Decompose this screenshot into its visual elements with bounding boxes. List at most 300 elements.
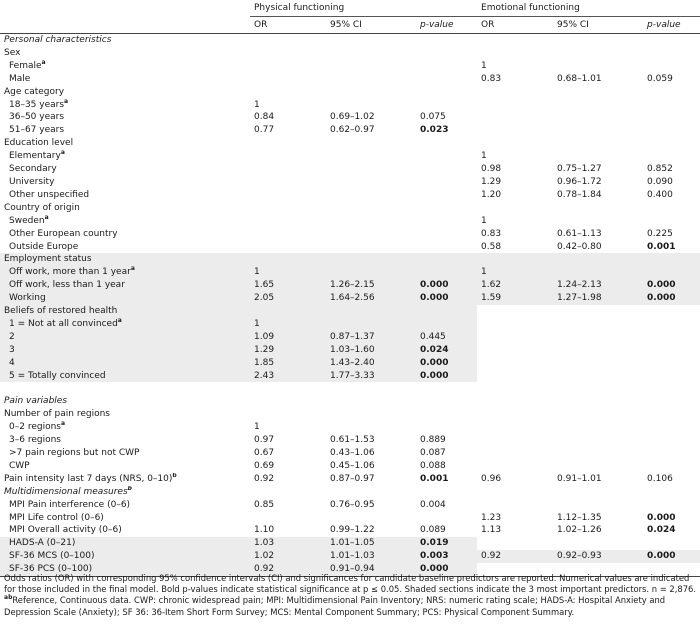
emotional-or-cell: 1.29: [481, 176, 502, 187]
emotional-ci-cell: [553, 331, 643, 344]
emotional-ci-cell: [553, 86, 643, 99]
footnote-sup-b: b: [8, 594, 13, 602]
physical-ci-cell: [326, 266, 416, 279]
emotional-pvalue-cell: 0.000: [643, 292, 700, 305]
emotional-pvalue-cell: [643, 99, 700, 112]
physical-pvalue-cell: [416, 253, 477, 266]
emotional-ci-cell: 0.42–0.80: [557, 241, 602, 252]
row-label: SF-36 PCS (0–100): [0, 563, 250, 576]
physical-or-cell: [250, 34, 326, 47]
row-label: MPI Life control (0–6): [9, 512, 104, 523]
emotional-ci-cell: [553, 486, 643, 499]
emotional-or-cell: 1.59: [477, 292, 553, 305]
physical-pvalue-cell: 0.087: [420, 447, 446, 458]
category-row: [0, 473, 700, 486]
physical-pvalue-cell: [416, 266, 477, 279]
emotional-or-cell: [477, 111, 553, 124]
physical-or-cell: [250, 512, 326, 525]
emotional-ci-cell: [553, 124, 643, 137]
physical-or-cell: [250, 253, 326, 266]
physical-pvalue-cell: [416, 86, 477, 99]
emotional-or-cell: [477, 137, 553, 150]
physical-ci-cell: 1.03–1.60: [326, 344, 416, 357]
emotional-or-cell: 0.92: [477, 550, 553, 563]
physical-ci-cell: [326, 382, 416, 395]
emotional-or-cell: [477, 202, 553, 215]
footnote-line-2-text: Reference, Continuous data. CWP: chronic widespread pain; MPI: Multidimensional Pain Inventory; NRS: numeric rating scale; HADS-A: Hospital Anxiety and Depression Scale (Anxiety); SF 36: 36-Item Short Form Survey; MCS: Mental Component Summary; PCS: Physical Component Summary.: [4, 595, 666, 617]
emotional-ci-cell: 0.92–0.93: [553, 550, 643, 563]
row-label: MPI Pain interference (0–6): [9, 499, 131, 510]
table-row: [0, 189, 700, 202]
physical-pvalue-cell: [416, 305, 477, 318]
row-label: Off work, less than 1 year: [0, 279, 250, 292]
emotional-ci-cell: [553, 99, 643, 112]
group-header-row: [0, 0, 700, 17]
physical-or-cell: 1.29: [250, 344, 326, 357]
footnote-marker: a: [60, 421, 66, 428]
row-label: University: [9, 176, 55, 187]
emotional-or-cell: [477, 370, 553, 383]
physical-ci-cell: 0.87–1.37: [326, 331, 416, 344]
table-row: [0, 318, 700, 331]
row-label: Employment status: [0, 253, 250, 266]
table-row: [0, 370, 700, 383]
table-footnote: [4, 573, 698, 618]
physical-ci-cell: 0.76–0.95: [330, 499, 375, 510]
emotional-or-cell: 1.23: [481, 512, 502, 523]
physical-pvalue-cell: [416, 408, 477, 421]
physical-pvalue-cell: [416, 47, 477, 60]
emotional-ci-cell: [553, 111, 643, 124]
emotional-pvalue-cell: [643, 331, 700, 344]
emotional-ci-cell: [553, 447, 643, 460]
emotional-ci-cell: [553, 395, 643, 408]
row-label: Education level: [4, 138, 74, 149]
col-pvalue-emotional: p-value: [643, 17, 700, 34]
physical-pvalue-cell: 0.003: [416, 550, 477, 563]
physical-or-cell: [250, 395, 326, 408]
physical-or-cell: 1: [254, 99, 260, 110]
row-label: Other unspecified: [9, 189, 90, 200]
row-label: Working: [0, 292, 250, 305]
table-row: [0, 550, 700, 563]
emotional-ci-cell: 1.02–1.26: [557, 525, 602, 536]
emotional-ci-cell: [553, 537, 643, 550]
emotional-ci-cell: 0.75–1.27: [557, 164, 602, 175]
physical-ci-cell: [326, 34, 416, 47]
row-label: 3–6 regions: [9, 435, 61, 446]
emotional-pvalue-cell: 0.000: [647, 512, 676, 523]
physical-or-cell: [250, 408, 326, 421]
emotional-or-cell: 1.13: [481, 525, 502, 536]
emotional-pvalue-cell: [643, 460, 700, 473]
emotional-pvalue-cell: 0.000: [643, 550, 700, 563]
physical-ci-cell: [326, 305, 416, 318]
footnote-line-2: [4, 595, 698, 617]
emotional-pvalue-cell: [643, 124, 700, 137]
physical-pvalue-cell: [416, 395, 477, 408]
physical-pvalue-cell: 0.000: [416, 370, 477, 383]
emotional-ci-cell: 0.78–1.84: [557, 189, 602, 200]
emotional-or-cell: [477, 344, 553, 357]
emotional-or-cell: [477, 47, 553, 60]
emotional-or-cell: 0.83: [481, 228, 502, 239]
emotional-ci-cell: [553, 266, 643, 279]
emotional-ci-cell: [553, 60, 643, 73]
physical-or-cell: 1: [250, 318, 326, 331]
physical-ci-cell: [326, 241, 416, 254]
table-row: [0, 241, 700, 254]
emotional-pvalue-cell: 0.000: [643, 279, 700, 292]
row-label: 36–50 years: [9, 112, 65, 123]
emotional-or-cell: [477, 460, 553, 473]
physical-pvalue-cell: [416, 512, 477, 525]
footnote-marker: a: [41, 59, 46, 66]
physical-ci-cell: [326, 176, 416, 189]
emotional-pvalue-cell: 0.024: [647, 525, 676, 536]
emotional-or-cell: 1.20: [481, 189, 502, 200]
physical-pvalue-cell: 0.001: [420, 473, 449, 484]
emotional-or-cell: 0.58: [481, 241, 502, 252]
emotional-pvalue-cell: [643, 266, 700, 279]
emotional-ci-cell: [553, 150, 643, 163]
row-label: SF-36 MCS (0–100): [0, 550, 250, 563]
col-ci-emotional: 95% CI: [553, 17, 643, 34]
physical-or-cell: 2.05: [250, 292, 326, 305]
physical-ci-cell: [326, 86, 416, 99]
row-label: 1 = Not at all convinced$^a$: [0, 318, 250, 331]
footnote-line-1: Odds ratios (OR) with corresponding 95% confidence intervals (CI) and significances for candidate baseline predictors are reported. Numerical values are indicated for those included in the final model. Bold p-values indicate statistical significance at p ≤ 0.05. Shaded sections indicate the 3 most important predictors. n = 2,876.: [4, 573, 697, 595]
physical-pvalue-cell: 0.075: [420, 112, 446, 123]
physical-or-cell: 0.77: [254, 125, 275, 136]
emotional-or-cell: [477, 99, 553, 112]
emotional-or-cell: 0.98: [481, 164, 502, 175]
table-row: [0, 537, 700, 550]
emotional-pvalue-cell: [643, 382, 700, 395]
emotional-pvalue-cell: [643, 421, 700, 434]
footnote-marker: a: [130, 266, 135, 273]
emotional-pvalue-cell: 0.400: [647, 189, 673, 200]
physical-or-cell: 1.03: [250, 537, 326, 550]
physical-ci-cell: [326, 47, 416, 60]
table-row: [0, 447, 700, 460]
physical-or-cell: 1.02: [250, 550, 326, 563]
row-label: Country of origin: [4, 202, 80, 213]
emotional-ci-cell: 1.24–2.13: [553, 279, 643, 292]
physical-ci-cell: [326, 512, 416, 525]
row-label: Off work, more than 1 year$^a$: [0, 266, 250, 279]
physical-pvalue-cell: 0.000: [416, 279, 477, 292]
emotional-or-cell: [477, 253, 553, 266]
row-label: CWP: [9, 460, 30, 471]
physical-ci-cell: 0.45–1.06: [330, 460, 375, 471]
row-label: Beliefs of restored health: [0, 305, 250, 318]
physical-functioning-header: Physical functioning: [250, 0, 477, 17]
emotional-pvalue-cell: [643, 447, 700, 460]
table-row: [0, 279, 700, 292]
col-ci-physical: 95% CI: [326, 17, 416, 34]
physical-pvalue-cell: [416, 60, 477, 73]
row-label: Sweden$^a$: [9, 214, 49, 226]
physical-ci-cell: [326, 99, 416, 112]
row-label: 18–35 years$^a$: [9, 98, 69, 110]
table-row: [0, 60, 700, 73]
emotional-or-cell: [477, 395, 553, 408]
emotional-or-cell: [477, 486, 553, 499]
footnote-marker: a: [64, 98, 69, 105]
physical-pvalue-cell: [416, 137, 477, 150]
physical-pvalue-cell: [416, 73, 477, 86]
physical-ci-cell: [326, 421, 416, 434]
row-label: 3: [0, 344, 250, 357]
table-row: [0, 499, 700, 512]
physical-pvalue-cell: 0.000: [416, 292, 477, 305]
row-label: Male: [9, 73, 31, 84]
emotional-or-cell: [477, 34, 553, 47]
emotional-or-cell: [477, 421, 553, 434]
physical-pvalue-cell: 0.023: [420, 125, 449, 136]
physical-ci-cell: 1.77–3.33: [326, 370, 416, 383]
category-row: [0, 253, 700, 266]
row-label: Number of pain regions: [4, 409, 110, 420]
physical-or-cell: [250, 241, 326, 254]
physical-pvalue-cell: [416, 34, 477, 47]
emotional-or-cell: 1: [481, 151, 487, 162]
col-pvalue-physical: p-value: [416, 17, 477, 34]
physical-or-cell: 0.67: [254, 447, 275, 458]
emotional-ci-cell: [553, 215, 643, 228]
row-label: Secondary: [9, 164, 57, 175]
footnote-marker: a: [60, 150, 65, 157]
emotional-ci-cell: 0.96–1.72: [557, 176, 602, 187]
emotional-ci-cell: [553, 499, 643, 512]
emotional-ci-cell: 0.61–1.13: [557, 228, 602, 239]
physical-or-cell: [250, 228, 326, 241]
table-row: [0, 163, 700, 176]
physical-pvalue-cell: [416, 150, 477, 163]
physical-pvalue-cell: 0.889: [420, 435, 446, 446]
row-label: Age category: [4, 86, 65, 97]
table-row: [0, 215, 700, 228]
emotional-pvalue-cell: 0.090: [647, 176, 673, 187]
emotional-ci-cell: 0.68–1.01: [557, 73, 602, 84]
physical-pvalue-cell: 0.445: [416, 331, 477, 344]
emotional-or-cell: 1.62: [477, 279, 553, 292]
physical-ci-cell: [326, 228, 416, 241]
physical-pvalue-cell: [416, 189, 477, 202]
row-label: MPI Overall activity (0–6): [9, 525, 122, 536]
physical-or-cell: [250, 176, 326, 189]
physical-or-cell: 0.85: [254, 499, 275, 510]
physical-ci-cell: 1.26–2.15: [326, 279, 416, 292]
physical-pvalue-cell: [416, 176, 477, 189]
section-row: [0, 486, 700, 499]
emotional-ci-cell: [553, 34, 643, 47]
physical-or-cell: 1: [254, 422, 260, 433]
physical-or-cell: [250, 73, 326, 86]
footnote-sup-a: a: [4, 594, 9, 602]
emotional-pvalue-cell: 0.225: [647, 228, 673, 239]
physical-pvalue-cell: [416, 215, 477, 228]
emotional-pvalue-cell: [643, 499, 700, 512]
physical-or-cell: 0.84: [254, 112, 275, 123]
physical-or-cell: [250, 202, 326, 215]
emotional-pvalue-cell: [643, 486, 700, 499]
table-row: [0, 266, 700, 279]
physical-pvalue-cell: 0.024: [416, 344, 477, 357]
physical-or-cell: [250, 86, 326, 99]
emotional-or-cell: [477, 537, 553, 550]
table-row: [0, 460, 700, 473]
physical-pvalue-cell: [416, 241, 477, 254]
emotional-pvalue-cell: [643, 305, 700, 318]
physical-or-cell: 2.43: [250, 370, 326, 383]
physical-ci-cell: [326, 137, 416, 150]
emotional-pvalue-cell: 0.001: [647, 241, 676, 252]
physical-ci-cell: 1.01–1.05: [326, 537, 416, 550]
physical-or-cell: 1.10: [254, 525, 275, 536]
table-row: [0, 357, 700, 370]
physical-pvalue-cell: [416, 163, 477, 176]
emotional-or-cell: [477, 357, 553, 370]
physical-ci-cell: 0.61–1.53: [330, 435, 375, 446]
category-row: [0, 202, 700, 215]
physical-ci-cell: 0.99–1.22: [330, 525, 375, 536]
table-row: [0, 111, 700, 124]
emotional-or-cell: [477, 382, 553, 395]
table-row: [0, 434, 700, 447]
emotional-ci-cell: [553, 434, 643, 447]
physical-or-cell: [250, 305, 326, 318]
emotional-or-cell: [477, 408, 553, 421]
emotional-or-cell: [477, 331, 553, 344]
emotional-ci-cell: [553, 47, 643, 60]
emotional-or-cell: [477, 499, 553, 512]
emotional-pvalue-cell: [643, 150, 700, 163]
physical-pvalue-cell: 0.088: [420, 460, 446, 471]
emotional-or-cell: [477, 124, 553, 137]
emotional-or-cell: 1: [477, 266, 553, 279]
physical-ci-cell: 1.64–2.56: [326, 292, 416, 305]
category-row: [0, 86, 700, 99]
emotional-or-cell: 1: [481, 60, 487, 71]
emotional-or-cell: [477, 86, 553, 99]
emotional-pvalue-cell: 0.852: [647, 164, 673, 175]
physical-ci-cell: 0.43–1.06: [330, 447, 375, 458]
emotional-ci-cell: [553, 421, 643, 434]
emotional-pvalue-cell: 0.059: [647, 73, 673, 84]
physical-pvalue-cell: 0.000: [416, 563, 477, 576]
emotional-or-cell: 1: [481, 215, 487, 226]
row-label: 2: [0, 331, 250, 344]
row-label: Multidimensional measures$^b$: [4, 485, 132, 497]
row-label: 51–67 years: [9, 125, 65, 136]
category-row: [0, 47, 700, 60]
physical-ci-cell: [326, 189, 416, 202]
physical-ci-cell: 0.69–1.02: [330, 112, 375, 123]
physical-ci-cell: [326, 408, 416, 421]
category-row: [0, 305, 700, 318]
emotional-ci-cell: 1.12–1.35: [557, 512, 602, 523]
row-label: 4: [0, 357, 250, 370]
table-row: [0, 524, 700, 537]
footnote-marker: a: [117, 317, 122, 324]
physical-ci-cell: [326, 150, 416, 163]
emotional-ci-cell: [553, 370, 643, 383]
table-row: [0, 99, 700, 112]
emotional-or-cell: 0.83: [481, 73, 502, 84]
physical-pvalue-cell: [416, 228, 477, 241]
row-label: >7 pain regions but not CWP: [9, 447, 140, 458]
physical-or-cell: [250, 163, 326, 176]
row-label: 0–2 regions$^a$: [9, 421, 66, 433]
emotional-pvalue-cell: [643, 60, 700, 73]
physical-ci-cell: 0.62–0.97: [330, 125, 375, 136]
physical-pvalue-cell: 0.000: [416, 357, 477, 370]
physical-or-cell: 1.65: [250, 279, 326, 292]
physical-or-cell: 1.85: [250, 357, 326, 370]
row-label: Elementary$^a$: [9, 150, 65, 162]
physical-ci-cell: [326, 202, 416, 215]
row-label: [0, 382, 250, 395]
physical-or-cell: [250, 47, 326, 60]
emotional-ci-cell: [553, 357, 643, 370]
physical-or-cell: 0.92: [254, 473, 275, 484]
emotional-ci-cell: [553, 202, 643, 215]
physical-pvalue-cell: [416, 486, 477, 499]
physical-ci-cell: 0.91–0.94: [326, 563, 416, 576]
col-or-physical: OR: [250, 17, 326, 34]
footnote-marker: b: [172, 472, 177, 479]
table-row: [0, 124, 700, 137]
physical-or-cell: 0.97: [254, 435, 275, 446]
emotional-or-cell: [477, 447, 553, 460]
emotional-ci-cell: [553, 460, 643, 473]
physical-or-cell: [250, 137, 326, 150]
row-label: 5 = Totally convinced: [0, 370, 250, 383]
physical-or-cell: [250, 215, 326, 228]
physical-ci-cell: 1.43–2.40: [326, 357, 416, 370]
physical-ci-cell: [326, 215, 416, 228]
physical-or-cell: 1: [250, 266, 326, 279]
emotional-ci-cell: [553, 408, 643, 421]
emotional-or-cell: [477, 318, 553, 331]
table-row: [0, 421, 700, 434]
emotional-pvalue-cell: [643, 86, 700, 99]
row-label: Sex: [4, 47, 21, 58]
emotional-or-cell: [477, 434, 553, 447]
emotional-pvalue-cell: [643, 537, 700, 550]
physical-ci-cell: [326, 395, 416, 408]
footnote-marker: b: [127, 485, 132, 492]
physical-ci-cell: [326, 163, 416, 176]
emotional-pvalue-cell: [643, 215, 700, 228]
physical-pvalue-cell: 0.089: [420, 525, 446, 536]
physical-or-cell: [250, 486, 326, 499]
category-row: [0, 137, 700, 150]
physical-ci-cell: [326, 73, 416, 86]
emotional-ci-cell: [553, 253, 643, 266]
emotional-pvalue-cell: [643, 111, 700, 124]
emotional-pvalue-cell: [643, 434, 700, 447]
physical-pvalue-cell: [416, 382, 477, 395]
row-label: Pain intensity last 7 days (NRS, 0–10)$^b$: [4, 472, 177, 484]
emotional-ci-cell: [553, 318, 643, 331]
physical-ci-cell: 1.01–1.03: [326, 550, 416, 563]
emotional-or-cell: 0.96: [481, 473, 502, 484]
table-row: [0, 228, 700, 241]
emotional-pvalue-cell: [643, 202, 700, 215]
